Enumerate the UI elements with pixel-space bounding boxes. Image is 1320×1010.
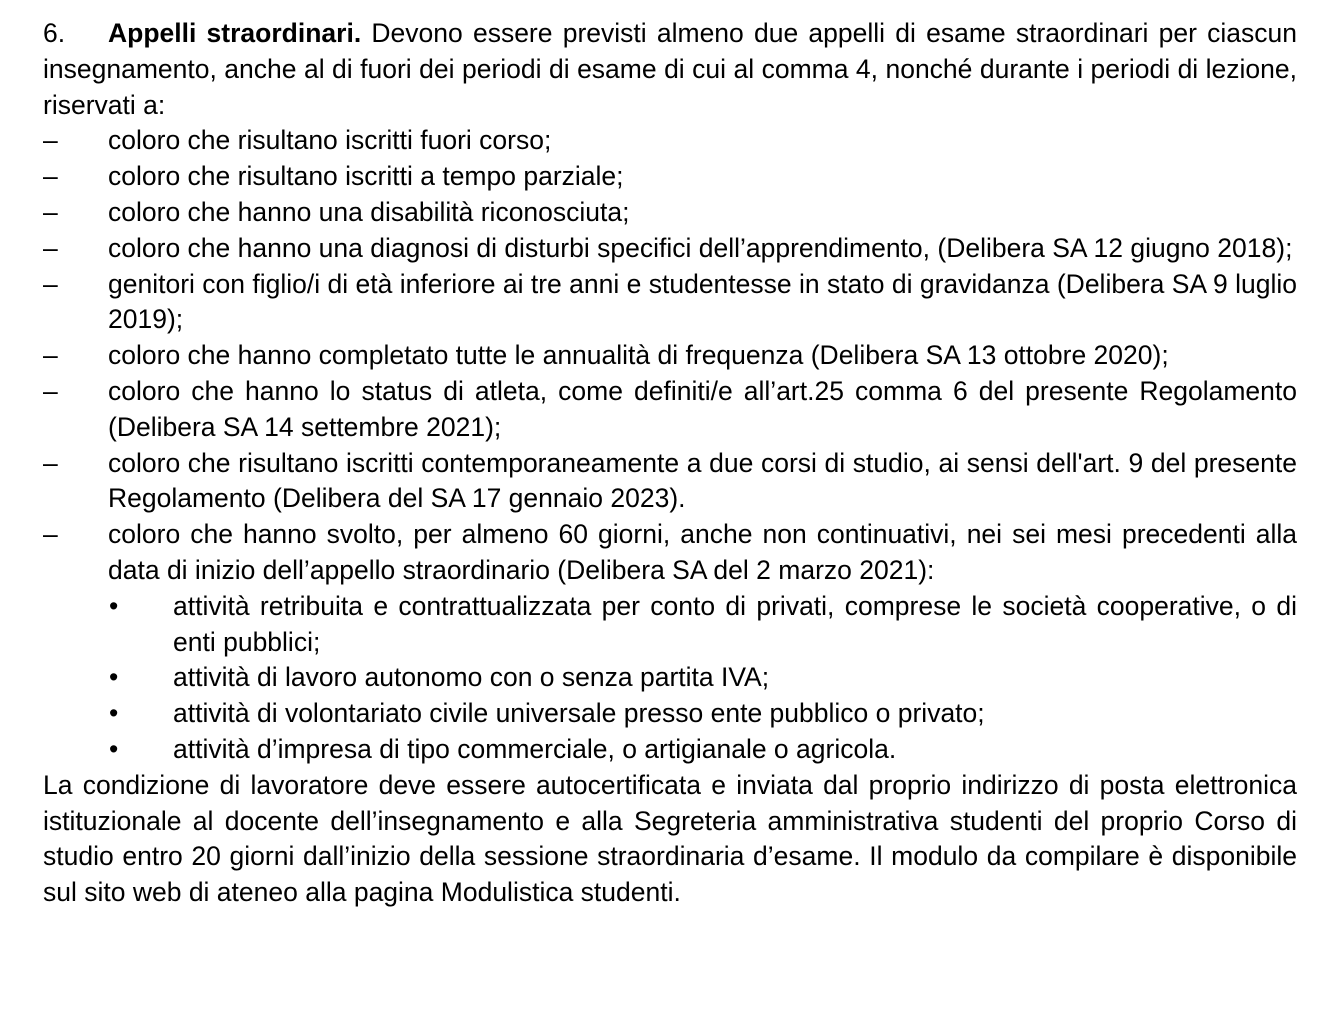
list-item-text: coloro che hanno lo status di atleta, come definiti/e all’art.25 comma 6 del presente Regolamento (Delibera SA 14 settembre 2021); <box>108 375 1297 442</box>
list-item <box>43 195 1297 231</box>
bullet-marker: • <box>109 590 119 621</box>
list-item-text: coloro che risultano iscritti contemporaneamente a due corsi di studio, ai sensi dell'art. 9 del presente Regolamento (Delibera del SA 17 gennaio 2023). <box>108 447 1297 514</box>
list-item <box>43 374 1297 446</box>
list-item <box>43 267 1297 339</box>
sub-list-item <box>43 660 1297 696</box>
sub-list-item-text: attività retribuita e contrattualizzata per conto di privati, comprese le società cooperative, o di enti pubblici; <box>173 590 1297 657</box>
list-item-text: coloro che hanno una disabilità riconosciuta; <box>108 196 630 227</box>
list-item <box>43 159 1297 195</box>
section-intro <box>43 16 1297 123</box>
sub-list-item <box>43 696 1297 732</box>
list-item <box>43 123 1297 159</box>
list-item-text: coloro che risultano iscritti fuori corso; <box>108 125 552 156</box>
list-item-text: coloro che hanno svolto, per almeno 60 giorni, anche non continuativi, nei sei mesi precedenti alla data di inizio dell’appello straordinario (Delibera SA del 2 marzo 2021): <box>108 519 1297 585</box>
bullet-marker: • <box>109 698 119 729</box>
section-intro-text: Devono essere previsti almeno due appelli di esame straordinari per ciascun insegnamento, anche al di fuori dei periodi di esame di cui al comma 4, nonché durante i periodi di lezione, riservati a: <box>43 18 1297 120</box>
sub-list-item-text: attività d’impresa di tipo commerciale, o artigianale o agricola. <box>173 733 897 764</box>
dash-marker: – <box>43 232 58 263</box>
dash-marker: – <box>43 161 58 192</box>
sub-list-item <box>43 589 1297 661</box>
list-item-text: coloro che hanno una diagnosi di disturbi specifici dell’apprendimento, (Delibera SA 12 giugno 2018); <box>108 232 1293 263</box>
sub-list-item-text: attività di volontariato civile universale presso ente pubblico o privato; <box>173 698 985 729</box>
sub-list-item <box>43 732 1297 768</box>
list-item <box>43 231 1297 267</box>
section-title: Appelli straordinari. <box>108 18 362 48</box>
list-item-text: genitori con figlio/i di età inferiore ai tre anni e studentesse in stato di gravidanza (Delibera SA 9 luglio 2019); <box>108 268 1297 335</box>
section-number: 6. <box>43 18 66 48</box>
list-item <box>43 517 1297 589</box>
dash-marker: – <box>43 196 58 227</box>
closing-paragraph: La condizione di lavoratore deve essere autocertificata e inviata dal proprio indirizzo di posta elettronica istituzionale al docente dell’insegnamento e alla Segreteria amministrativa studenti del proprio Corso di studio entro 20 giorni dall’inizio della sessione straordinaria d’esame. Il modulo da compilare è disponibile sul sito web di ateneo alla pagina Modulistica studenti. <box>43 769 1297 908</box>
dash-marker: – <box>43 125 58 156</box>
bullet-marker: • <box>109 662 119 693</box>
list-item <box>43 446 1297 518</box>
dash-marker: – <box>43 375 58 406</box>
dash-marker: – <box>43 340 58 371</box>
sub-list-item-text: attività di lavoro autonomo con o senza partita IVA; <box>173 662 770 693</box>
document-page <box>43 16 1297 911</box>
dash-marker: – <box>43 268 58 299</box>
list-item <box>43 338 1297 374</box>
list-item-text: coloro che hanno completato tutte le annualità di frequenza (Delibera SA 13 ottobre 2020); <box>108 340 1169 371</box>
dash-marker: – <box>43 447 58 478</box>
list-item-text: coloro che risultano iscritti a tempo parziale; <box>108 161 624 192</box>
bullet-marker: • <box>109 733 119 764</box>
dash-marker: – <box>43 519 58 550</box>
